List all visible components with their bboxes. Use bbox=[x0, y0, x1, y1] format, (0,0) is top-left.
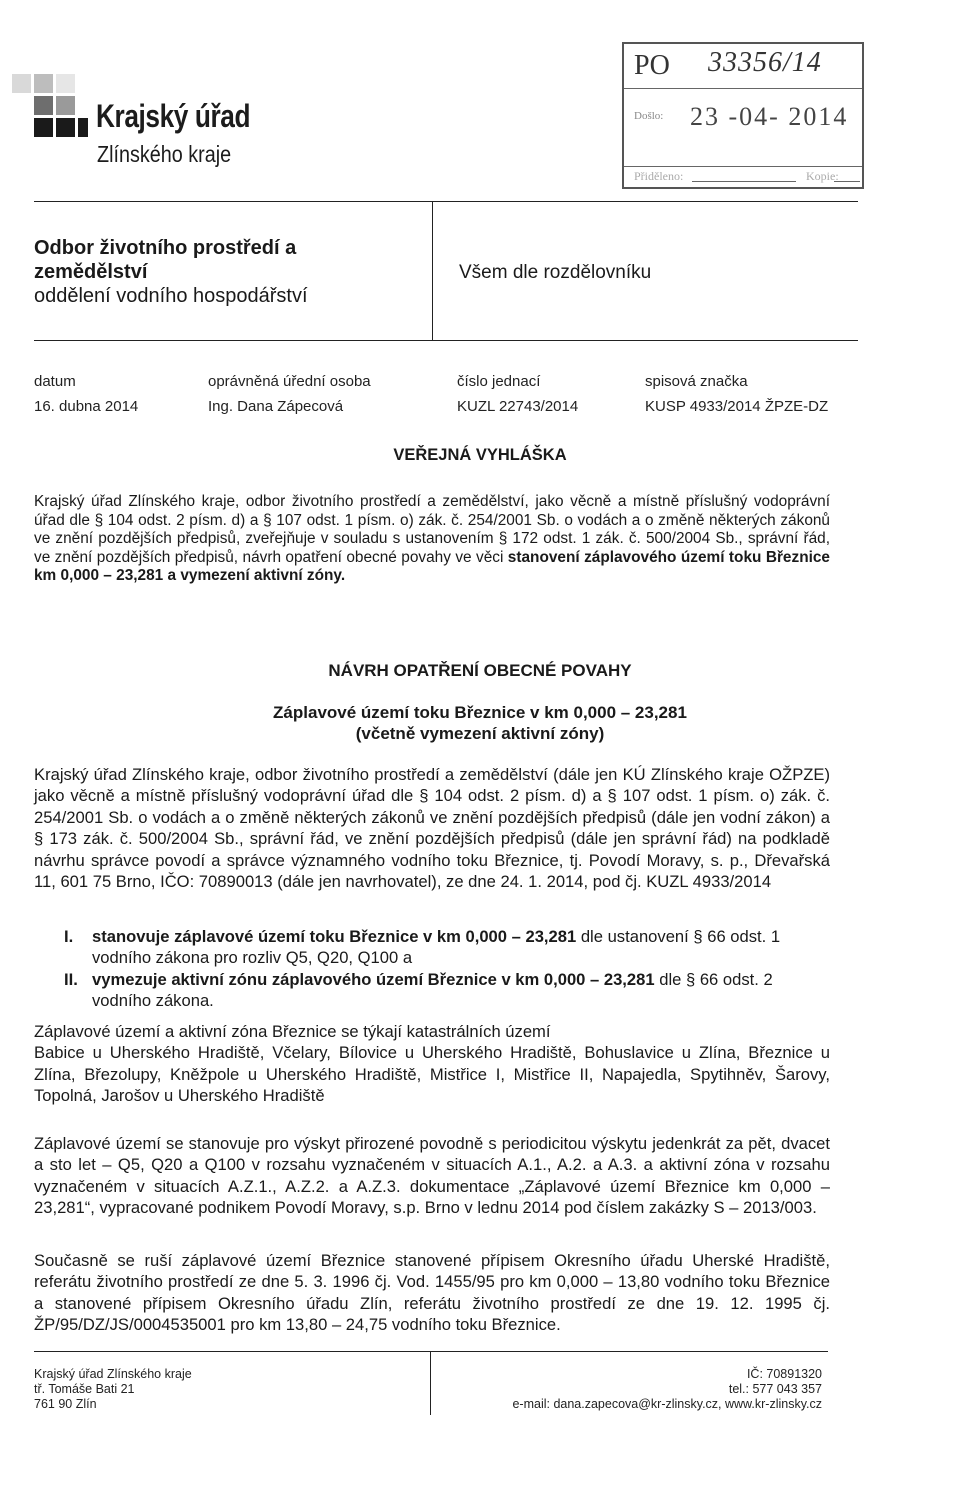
list-item-number: I. bbox=[64, 927, 74, 946]
department-block bbox=[34, 236, 308, 308]
footer-ic: IČ: 70891320 bbox=[746, 1367, 822, 1381]
footer-address-line3: 761 90 Zlín bbox=[34, 1397, 97, 1411]
body2-line1: Záplavové území a aktivní zóna Březnice se týkají katastrálních území bbox=[34, 1022, 551, 1041]
list-item-number: II. bbox=[64, 970, 78, 989]
osoba-label: oprávněná úřední osoba bbox=[208, 373, 371, 390]
osoba-value: Ing. Dana Zápecová bbox=[208, 398, 344, 415]
intro-bold: stanovení záplavového území toku Březnice km 0,000 – 23,281 a vymezení aktivní zóny. bbox=[34, 548, 830, 585]
datum-value: 16. dubna 2014 bbox=[34, 398, 139, 415]
footer-address-line2: tř. Tomáše Bati 21 bbox=[34, 1382, 135, 1396]
subtitle-2: (včetně vymezení aktivní zóny) bbox=[355, 724, 605, 743]
stamp-doslo-date: 23 -04- 2014 bbox=[690, 102, 849, 131]
stamp-kopie-line bbox=[834, 181, 860, 182]
stamp-po-label: PO bbox=[634, 50, 670, 81]
intro-text: Krajský úřad Zlínského kraje, odbor životního prostředí a zemědělství, jako věcně a místně příslušný vodoprávní úřad dle § 104 odst. 2 písm. d) a § 107 odst. 1 písm. o) zák. č. 254/2001 Sb. o vodách a o změně některých zákonů ve znění pozdějších předpisů, zveřejňuje v souladu s ustanovením § 172 odst. 1 zák. č. 500/2004 Sb., správní řád, ve znění pozdějších předpisů, návrh opatření obecné povahy ve věci bbox=[34, 493, 830, 566]
list-item-bold: stanovuje záplavové území toku Březnice v km 0,000 – 23,281 bbox=[92, 927, 577, 946]
body-paragraph-3: Záplavové území se stanovuje pro výskyt přirozené povodně s periodicitou výskytu jedenkrát za pět, dvacet a sto let – Q5, Q20 a Q100 v rozsahu vyznačeném v situacích A.1., A.2. a A.3. a aktivní zóna v rozsahu vyznačeném v situacích A.Z.1., A.Z.2. a A.Z.3. dokumentace „Záplavové území Březnice km 0,000 – 23,281“, vypracované podnikem Povodí Moravy, s.p. Brno v lednu 2014 pod číslem zakázky S – 2013/003. bbox=[34, 1134, 830, 1218]
intro-paragraph bbox=[34, 493, 830, 586]
page-title: VEŘEJNÁ VYHLÁŠKA bbox=[393, 446, 567, 464]
body2-text: Babice u Uherského Hradiště, Včelary, Bílovice u Uherského Hradiště, Bohuslavice u Zlína, Březnice u Zlína, Březolupy, Kněžpole u Uherského Hradiště, Mistřice I, Mistřice II, Napajedla, Spytihněv, Šarovy, Topolná, Jarošov u Uherského Hradiště bbox=[34, 1043, 830, 1106]
list-item-rest: dle § 66 odst. 2 vodního zákona. bbox=[92, 970, 773, 1011]
list-item-bold: vymezuje aktivní zónu záplavového území Březnice v km 0,000 – 23,281 bbox=[92, 970, 655, 989]
footer-email-web: e-mail: dana.zapecova@kr-zlinsky.cz, www.kr-zlinsky.cz bbox=[512, 1397, 822, 1411]
navrh-title: NÁVRH OPATŘENÍ OBECNÉ POVAHY bbox=[328, 661, 632, 680]
department-line2: zemědělství bbox=[34, 261, 148, 283]
department-line3: oddělení vodního hospodářství bbox=[34, 285, 308, 307]
footer-address bbox=[34, 1367, 192, 1412]
znacka-label: spisová značka bbox=[645, 373, 748, 390]
stamp-prideleno-line bbox=[692, 181, 796, 182]
list-item-rest: dle ustanovení § 66 odst. 1 vodního zákona pro rozliv Q5, Q20, Q100 a bbox=[92, 927, 781, 968]
recipient: Všem dle rozdělovníku bbox=[459, 262, 652, 283]
stamp-kopie-label: Kopie: bbox=[806, 169, 839, 183]
body-paragraph-4: Současně se ruší záplavové území Březnice stanovené přípisem Okresního úřadu Uherské Hradiště, referátu životního prostředí ze dne 5. 3. 1996 čj. Vod. 1455/95 pro km 0,000 – 13,80 vodního toku Březnice a stanovené přípisem Okresního úřadu Zlín, referátu životního prostředí ze dne 19. 12. 1995 čj. ŽP/95/DZ/JS/0004535001 pro km 13,80 – 24,75 vodního toku Březnice. bbox=[34, 1251, 830, 1335]
stamp-po-number: 33356/14 bbox=[708, 47, 822, 78]
footer-address-line1: Krajský úřad Zlínského kraje bbox=[34, 1367, 192, 1381]
header-vertical-rule bbox=[432, 201, 433, 341]
registry-stamp bbox=[622, 42, 864, 189]
cislo-value: KUZL 22743/2014 bbox=[457, 398, 579, 415]
office-region: Zlínského kraje bbox=[97, 141, 232, 167]
office-name: Krajský úřad bbox=[96, 98, 251, 134]
header-top-rule bbox=[34, 201, 858, 202]
znacka-value: KUSP 4933/2014 ŽPZE-DZ bbox=[645, 398, 829, 415]
footer-tel: tel.: 577 043 357 bbox=[728, 1382, 822, 1396]
cislo-label: číslo jednací bbox=[457, 373, 541, 390]
header-bottom-rule bbox=[34, 340, 858, 341]
list-item-text bbox=[92, 926, 830, 969]
body-paragraph-1: Krajský úřad Zlínského kraje, odbor životního prostředí a zemědělství (dále jen KÚ Zlínského kraje OŽPZE) jako věcně a místně příslušný vodoprávní úřad dle § 104 odst. 2 písm. d) a § 107 odst. 1 písm. o) zák. č. 254/2001 Sb. o vodách a o změně některých zákonů ve znění pozdějších předpisů (dále jen vodní zákon) a § 173 zák. č. 500/2004 Sb., správní řád, ve znění pozdějších předpisů (dále jen správní řád) na podkladě návrhu správce povodí a správce významného vodního toku Březnice, tj. Povodí Moravy, s. p., Dřevařská 11, 601 75 Brno, IČO: 70890013 (dále jen navrhovatel), ze dne 24. 1. 2014, pod čj. KUZL 4933/2014 bbox=[34, 765, 830, 892]
footer-rule bbox=[34, 1351, 828, 1352]
footer-vertical-rule bbox=[430, 1351, 431, 1415]
datum-label: datum bbox=[34, 373, 76, 390]
stamp-doslo-label: Došlo: bbox=[634, 110, 664, 122]
department-line1: Odbor životního prostředí a bbox=[34, 237, 297, 259]
body-paragraph-2 bbox=[34, 1021, 830, 1107]
list-item-text bbox=[92, 969, 830, 1012]
subtitle-1: Záplavové území toku Březnice v km 0,000 – 23,281 bbox=[273, 703, 687, 722]
office-logo-icon bbox=[12, 72, 102, 138]
stamp-prideleno-label: Přiděleno: bbox=[634, 169, 684, 183]
footer-contact bbox=[512, 1367, 822, 1412]
